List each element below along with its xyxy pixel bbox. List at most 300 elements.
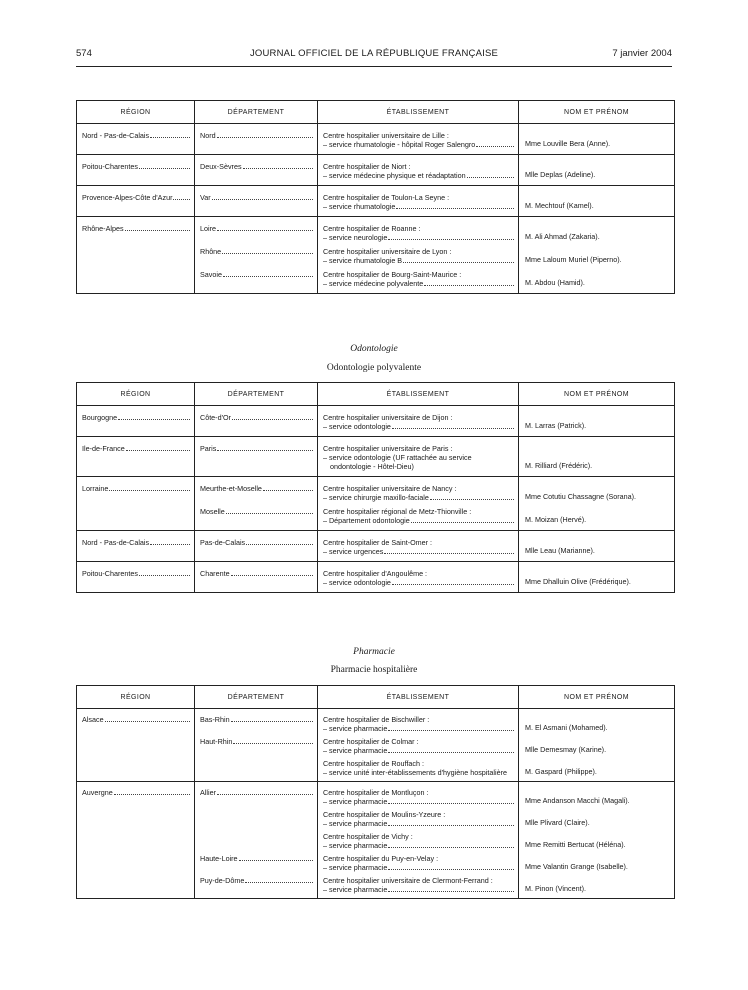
leader-dots xyxy=(217,449,313,451)
person-name: Mme Dhalluin Olive (Frédérique). xyxy=(525,577,631,586)
issue-date: 7 janvier 2004 xyxy=(612,48,672,59)
department-entry xyxy=(200,193,313,202)
leader-dots xyxy=(384,553,514,554)
leader-dots xyxy=(467,177,514,178)
leader-dots xyxy=(109,489,190,491)
establishment-cell xyxy=(318,155,519,186)
person-name: Mlle Leau (Marianne). xyxy=(525,546,595,555)
leader-dots xyxy=(392,584,514,585)
person-name: M. Mechtouf (Kamel). xyxy=(525,201,594,210)
leader-dots xyxy=(239,859,313,861)
leader-dots xyxy=(125,229,190,231)
leader-dots xyxy=(388,803,514,804)
service-line xyxy=(323,819,514,828)
person-name: M. El Asmani (Mohamed). xyxy=(525,723,608,732)
service-line xyxy=(323,578,514,587)
department-entry xyxy=(200,876,313,885)
region-entry xyxy=(82,162,190,171)
region-entry xyxy=(82,538,190,547)
person-name: M. Gaspard (Philippe). xyxy=(525,767,597,776)
service-line xyxy=(323,746,514,755)
table-row xyxy=(77,437,675,477)
department-entry xyxy=(200,484,313,493)
column-header: ÉTABLISSEMENT xyxy=(318,101,519,124)
table-row xyxy=(77,562,675,593)
region-cell xyxy=(77,155,195,186)
region-entry xyxy=(82,131,190,140)
leader-dots xyxy=(118,418,190,420)
leader-dots xyxy=(212,198,313,200)
table-row xyxy=(77,531,675,562)
leader-dots xyxy=(388,825,514,826)
table-row xyxy=(77,217,675,243)
region-cell xyxy=(77,477,195,503)
establishment-cell xyxy=(318,709,519,734)
leader-dots xyxy=(105,720,190,722)
person-name: M. Abdou (Hamid). xyxy=(525,278,585,287)
establishment-name: Centre hospitalier de Bischwiller : xyxy=(323,715,430,724)
department-name: Loire xyxy=(200,224,216,233)
name-cell xyxy=(519,242,675,265)
leader-dots xyxy=(388,847,514,848)
leader-dots xyxy=(139,167,190,169)
department-name: Allier xyxy=(200,788,216,797)
establishment-cell xyxy=(318,217,519,243)
name-cell xyxy=(519,217,675,243)
table-row xyxy=(77,850,675,872)
department-name: Rhône xyxy=(200,247,222,256)
table-header-row xyxy=(77,383,675,406)
department-name: Haut-Rhin xyxy=(200,737,233,746)
leader-dots xyxy=(388,869,514,870)
establishment-cell xyxy=(318,242,519,265)
establishment-entry xyxy=(318,131,518,149)
column-header: NOM ET PRÉNOM xyxy=(519,101,675,124)
establishment-entry xyxy=(318,484,518,502)
service-name: – service pharmacie xyxy=(323,724,388,733)
department-entry xyxy=(200,413,313,422)
page-header xyxy=(76,48,672,64)
leader-dots xyxy=(114,793,190,795)
department-cell xyxy=(195,828,318,850)
establishment-cell xyxy=(318,186,519,217)
name-cell xyxy=(519,437,675,477)
service-name: – service pharmacie xyxy=(323,841,388,850)
region-name: Nord - Pas-de-Calais xyxy=(82,131,150,140)
establishment-name: Centre hospitalier de Montluçon : xyxy=(323,788,429,797)
region-cell xyxy=(77,217,195,243)
establishment-cell xyxy=(318,531,519,562)
service-name: – service pharmacie xyxy=(323,885,388,894)
person-name: Mme Valantin Grange (Isabelle). xyxy=(525,862,628,871)
leader-dots xyxy=(173,198,190,200)
establishment-entry xyxy=(318,832,518,850)
table-header-row xyxy=(77,686,675,709)
section-subtitle-odontologie: Odontologie polyvalente xyxy=(326,363,422,373)
department-entry xyxy=(200,788,313,797)
department-name: Deux-Sèvres xyxy=(200,162,242,171)
service-line xyxy=(323,233,514,242)
leader-dots xyxy=(226,512,313,514)
service-line xyxy=(323,256,514,265)
table-row xyxy=(77,733,675,755)
department-name: Nord xyxy=(200,131,216,140)
establishment-cell xyxy=(318,562,519,593)
leader-dots xyxy=(126,449,190,451)
department-name: Meurthe-et-Moselle xyxy=(200,484,262,493)
service-line xyxy=(323,279,514,288)
department-cell xyxy=(195,477,318,503)
region-cell xyxy=(77,124,195,155)
name-cell xyxy=(519,850,675,872)
table-rhumatologie xyxy=(76,100,675,294)
department-name: Côte-d'Or xyxy=(200,413,231,422)
service-line xyxy=(323,202,514,211)
department-name: Haute-Loire xyxy=(200,854,238,863)
department-entry xyxy=(200,854,313,863)
establishment-cell xyxy=(318,828,519,850)
leader-dots xyxy=(403,262,514,263)
department-entry xyxy=(200,507,313,516)
establishment-entry xyxy=(318,810,518,828)
service-name: – service médecine polyvalente xyxy=(323,279,424,288)
region-entry xyxy=(82,569,190,578)
department-cell xyxy=(195,124,318,155)
department-cell xyxy=(195,806,318,828)
establishment-entry xyxy=(318,413,518,431)
person-name: M. Pinon (Vincent). xyxy=(525,884,586,893)
department-entry xyxy=(200,715,313,724)
department-name: Var xyxy=(200,193,211,202)
establishment-entry xyxy=(318,224,518,242)
establishment-entry xyxy=(318,759,518,777)
region-entry xyxy=(82,413,190,422)
name-cell xyxy=(519,124,675,155)
person-name: Mlle Plivard (Claire). xyxy=(525,818,590,827)
region-cell xyxy=(77,437,195,477)
region-cell xyxy=(77,502,195,531)
region-name: Nord - Pas-de-Calais xyxy=(82,538,150,547)
name-cell xyxy=(519,709,675,734)
service-name: – Département odontologie xyxy=(323,516,410,525)
establishment-name: Centre hospitalier de Roanne : xyxy=(323,224,421,233)
department-entry xyxy=(200,270,313,279)
leader-dots xyxy=(150,543,190,545)
establishment-entry xyxy=(318,162,518,180)
department-cell xyxy=(195,406,318,437)
region-cell xyxy=(77,709,195,734)
establishment-entry xyxy=(318,569,518,587)
table-row xyxy=(77,828,675,850)
service-name: – service pharmacie xyxy=(323,819,388,828)
name-cell xyxy=(519,265,675,294)
region-cell xyxy=(77,850,195,872)
department-cell xyxy=(195,872,318,899)
leader-dots xyxy=(231,720,313,722)
table-row xyxy=(77,477,675,503)
leader-dots xyxy=(217,793,313,795)
leader-dots xyxy=(243,167,313,169)
leader-dots xyxy=(424,285,514,286)
establishment-cell xyxy=(318,502,519,531)
region-cell xyxy=(77,265,195,294)
service-line xyxy=(323,841,514,850)
establishment-cell xyxy=(318,755,519,782)
region-entry xyxy=(82,224,190,233)
table-row xyxy=(77,709,675,734)
leader-dots xyxy=(232,418,313,420)
establishment-cell xyxy=(318,872,519,899)
department-name: Charente xyxy=(200,569,230,578)
column-header: NOM ET PRÉNOM xyxy=(519,686,675,709)
service-line xyxy=(323,724,514,733)
establishment-entry xyxy=(318,876,518,894)
name-cell xyxy=(519,755,675,782)
leader-dots xyxy=(388,730,514,731)
department-name: Moselle xyxy=(200,507,225,516)
service-line xyxy=(323,171,514,180)
establishment-entry xyxy=(318,715,518,733)
department-name: Savoie xyxy=(200,270,222,279)
leader-dots xyxy=(150,136,190,138)
service-name: – service odontologie xyxy=(323,422,391,431)
person-name: Mme Laloum Muriel (Piperno). xyxy=(525,255,622,264)
department-cell xyxy=(195,850,318,872)
establishment-cell xyxy=(318,806,519,828)
establishment-name: Centre hospitalier universitaire de Clermont-Ferrand : xyxy=(323,876,493,885)
column-header: ÉTABLISSEMENT xyxy=(318,686,519,709)
department-entry xyxy=(200,162,313,171)
establishment-cell xyxy=(318,733,519,755)
department-name: Puy-de-Dôme xyxy=(200,876,245,885)
leader-dots xyxy=(139,574,190,576)
name-cell xyxy=(519,502,675,531)
person-name: Mme Andanson Macchi (Magali). xyxy=(525,796,630,805)
department-name: Bas-Rhin xyxy=(200,715,230,724)
establishment-name: Centre hospitalier de Bourg-Saint-Maurice : xyxy=(323,270,462,279)
establishment-cell xyxy=(318,437,519,477)
leader-dots xyxy=(388,891,514,892)
person-name: M. Larras (Patrick). xyxy=(525,421,587,430)
establishment-name: Centre hospitalier universitaire de Dijon : xyxy=(323,413,453,422)
service-name: – service chirurgie maxillo-faciale xyxy=(323,493,429,502)
region-cell xyxy=(77,531,195,562)
person-name: M. Rilliard (Frédéric). xyxy=(525,461,593,470)
name-cell xyxy=(519,562,675,593)
establishment-name: Centre hospitalier universitaire de Lille : xyxy=(323,131,449,140)
section-title-odontologie: Odontologie xyxy=(350,344,398,354)
service-name: – service rhumatologie xyxy=(323,202,396,211)
leader-dots xyxy=(246,543,313,545)
department-cell xyxy=(195,502,318,531)
department-entry xyxy=(200,569,313,578)
establishment-name: Centre hospitalier universitaire de Nancy : xyxy=(323,484,457,493)
leader-dots xyxy=(411,522,514,523)
establishment-entry xyxy=(318,737,518,755)
department-cell xyxy=(195,709,318,734)
column-header: DÉPARTEMENT xyxy=(195,101,318,124)
service-name: – service neurologie xyxy=(323,233,388,242)
leader-dots xyxy=(231,574,313,576)
establishment-name: Centre hospitalier de Rouffach : xyxy=(323,759,424,768)
section-title-pharmacie: Pharmacie xyxy=(353,647,395,657)
leader-dots xyxy=(388,239,514,240)
establishment-name: Centre hospitalier de Colmar : xyxy=(323,737,419,746)
region-cell xyxy=(77,806,195,828)
person-name: Mlle Demesmay (Karine). xyxy=(525,745,607,754)
establishment-name: Centre hospitalier régional de Metz-Thionville : xyxy=(323,507,472,516)
establishment-name: Centre hospitalier universitaire de Lyon : xyxy=(323,247,452,256)
establishment-name: Centre hospitalier de Vichy : xyxy=(323,832,413,841)
service-name: – service pharmacie xyxy=(323,863,388,872)
establishment-entry xyxy=(318,788,518,806)
journal-title: JOURNAL OFFICIEL DE LA RÉPUBLIQUE FRANÇAISE xyxy=(249,48,499,59)
establishment-entry xyxy=(318,193,518,211)
section-subtitle-pharmacie: Pharmacie hospitalière xyxy=(330,665,418,675)
region-cell xyxy=(77,828,195,850)
service-name: – service rhumatologie B xyxy=(323,256,403,265)
establishment-entry xyxy=(318,444,518,471)
leader-dots xyxy=(233,742,313,744)
establishment-cell xyxy=(318,265,519,294)
name-cell xyxy=(519,872,675,899)
department-cell xyxy=(195,437,318,477)
name-cell xyxy=(519,155,675,186)
table-odontologie xyxy=(76,382,675,593)
establishment-cell xyxy=(318,477,519,503)
department-cell xyxy=(195,155,318,186)
establishment-name: Centre hospitalier de Saint-Omer : xyxy=(323,538,433,547)
column-header: RÉGION xyxy=(77,686,195,709)
region-name: Alsace xyxy=(82,715,104,724)
table-row xyxy=(77,755,675,782)
name-cell xyxy=(519,477,675,503)
leader-dots xyxy=(388,752,514,753)
person-name: M. Ali Ahmad (Zakaria). xyxy=(525,232,600,241)
table-row xyxy=(77,806,675,828)
region-entry xyxy=(82,484,190,493)
department-name: Pas-de-Calais xyxy=(200,538,246,547)
service-line xyxy=(323,863,514,872)
establishment-name: Centre hospitalier du Puy-en-Velay : xyxy=(323,854,439,863)
name-cell xyxy=(519,186,675,217)
region-name: Provence-Alpes-Côte d'Azur xyxy=(82,193,173,202)
leader-dots xyxy=(222,252,313,254)
service-line xyxy=(323,493,514,502)
leader-dots xyxy=(430,499,514,500)
person-name: Mme Remitti Bertucat (Héléna). xyxy=(525,840,626,849)
service-line xyxy=(323,885,514,894)
region-cell xyxy=(77,562,195,593)
establishment-entry xyxy=(318,538,518,556)
name-cell xyxy=(519,806,675,828)
department-name: Paris xyxy=(200,444,217,453)
department-cell xyxy=(195,242,318,265)
table-row xyxy=(77,265,675,294)
department-entry xyxy=(200,224,313,233)
name-cell xyxy=(519,828,675,850)
region-name: Auvergne xyxy=(82,788,113,797)
column-header: DÉPARTEMENT xyxy=(195,686,318,709)
table-row xyxy=(77,242,675,265)
establishment-cell xyxy=(318,406,519,437)
leader-dots xyxy=(392,428,514,429)
region-cell xyxy=(77,755,195,782)
region-cell xyxy=(77,186,195,217)
department-entry xyxy=(200,247,313,256)
service-name: – service unité inter-établissements d'hygiène hospitalière xyxy=(323,768,507,777)
department-entry xyxy=(200,737,313,746)
department-entry xyxy=(200,538,313,547)
table-row xyxy=(77,872,675,899)
region-cell xyxy=(77,872,195,899)
service-line xyxy=(323,547,514,556)
person-name: Mme Cotutiu Chassagne (Sorana). xyxy=(525,492,637,501)
establishment-cell xyxy=(318,782,519,807)
region-cell xyxy=(77,782,195,807)
establishment-name: Centre hospitalier de Niort : xyxy=(323,162,411,171)
establishment-entry xyxy=(318,507,518,525)
region-cell xyxy=(77,406,195,437)
column-header: RÉGION xyxy=(77,383,195,406)
department-cell xyxy=(195,265,318,294)
region-name: Poitou-Charentes xyxy=(82,569,138,578)
region-name: Poitou-Charentes xyxy=(82,162,138,171)
region-name: Ile-de-France xyxy=(82,444,125,453)
table-row xyxy=(77,155,675,186)
leader-dots xyxy=(217,229,313,231)
table-row xyxy=(77,782,675,807)
name-cell xyxy=(519,406,675,437)
department-cell xyxy=(195,531,318,562)
region-cell xyxy=(77,733,195,755)
service-line xyxy=(323,516,514,525)
table-row xyxy=(77,502,675,531)
department-entry xyxy=(200,444,313,453)
leader-dots xyxy=(223,275,313,277)
establishment-entry xyxy=(318,270,518,288)
region-name: Bourgogne xyxy=(82,413,118,422)
establishment-cell xyxy=(318,850,519,872)
header-rule xyxy=(76,66,672,67)
department-cell xyxy=(195,186,318,217)
table-row xyxy=(77,124,675,155)
region-entry xyxy=(82,788,190,797)
service-name: – service urgences xyxy=(323,547,384,556)
establishment-name: Centre hospitalier d'Angoulême : xyxy=(323,569,428,578)
department-cell xyxy=(195,782,318,807)
region-entry xyxy=(82,715,190,724)
department-cell xyxy=(195,562,318,593)
department-cell xyxy=(195,755,318,782)
service-name: – service pharmacie xyxy=(323,746,388,755)
page-number: 574 xyxy=(76,48,92,59)
column-header: NOM ET PRÉNOM xyxy=(519,383,675,406)
service-line xyxy=(323,140,514,149)
table-row xyxy=(77,406,675,437)
leader-dots xyxy=(476,146,514,147)
department-cell xyxy=(195,217,318,243)
region-name: Lorraine xyxy=(82,484,109,493)
table-header-row xyxy=(77,101,675,124)
person-name: Mlle Deplas (Adeline). xyxy=(525,170,596,179)
leader-dots xyxy=(217,136,313,138)
column-header: ÉTABLISSEMENT xyxy=(318,383,519,406)
name-cell xyxy=(519,782,675,807)
leader-dots xyxy=(245,881,313,883)
person-name: Mme Louville Bera (Anne). xyxy=(525,139,611,148)
region-cell xyxy=(77,242,195,265)
